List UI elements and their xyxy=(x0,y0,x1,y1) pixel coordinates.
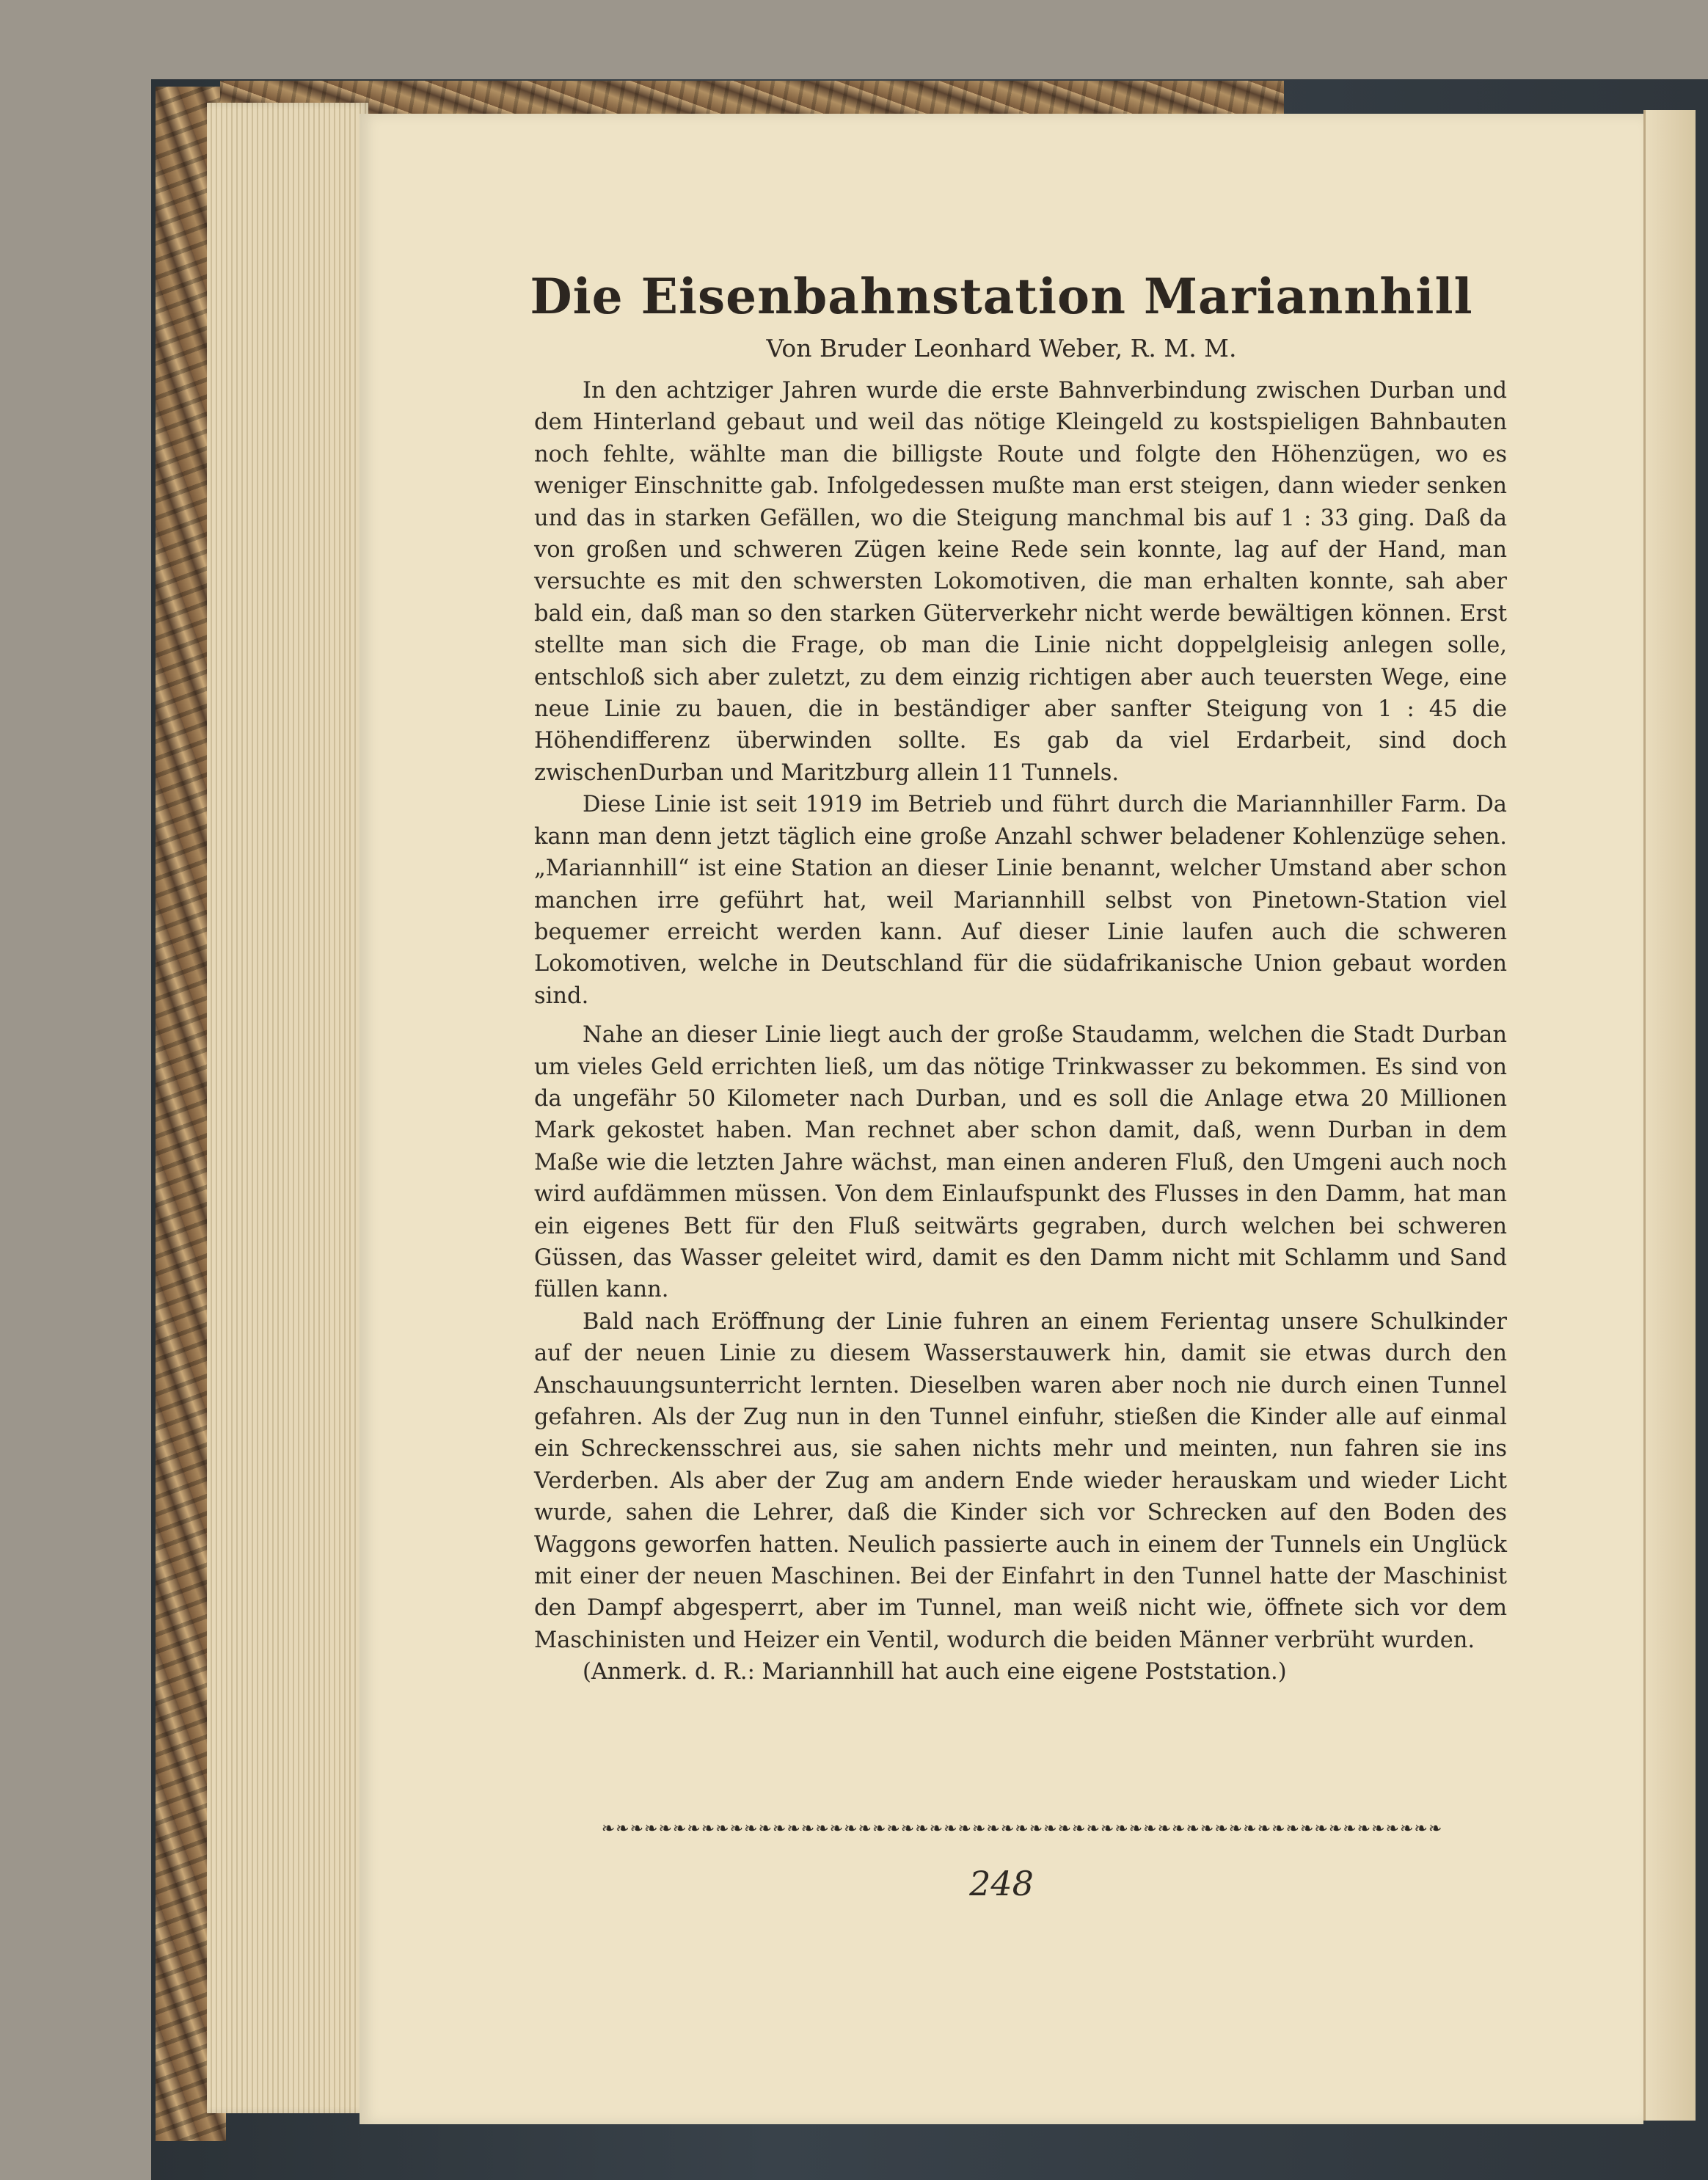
book-page xyxy=(360,114,1643,2124)
facing-page-edge xyxy=(1643,110,1696,2121)
article-body xyxy=(534,375,1507,1688)
paragraph: In den achtziger Jahren wurde die erste Bahnverbindung zwischen Durban und dem Hinterland gebaut und weil das nötige Kleingeld zu kostspieligen Bahnbauten noch fehlte, wählte man die billigste Route und folgte den Höhenzügen, wo es weniger Einschnitte gab. Infolgedessen mußte man erst steigen, dann wieder senken und das in starken Gefällen, wo die Steigung manchmal bis auf 1 : 33 ging. Daß da von großen und schweren Zügen keine Rede sein konnte, lag auf der Hand, man versuchte es mit den schwersten Lokomotiven, die man erhalten konnte, sah aber bald ein, daß man so den starken Güterverkehr nicht werde bewältigen können. Erst stellte man sich die Frage, ob man die Linie nicht doppelgleisig anlegen solle, entschloß sich aber zuletzt, zu dem einzig richtigen aber auch teuersten Wege, eine neue Linie zu bauen, die in beständiger aber sanfter Steigung von 1 : 45 die Höhendifferenz überwinden sollte. Es gab da viel Erdarbeit, sind doch zwischenDurban und Maritzburg allein 11 Tunnels. xyxy=(534,378,1507,786)
page-number: 248 xyxy=(969,1864,1034,1903)
paragraph: Diese Linie ist seit 1919 im Betrieb und führt durch die Mariannhiller Farm. Da kann man denn jetzt täglich eine große Anzahl schwer beladener Kohlenzüge sehen. „Mariannhill“ ist eine Station an dieser Linie benannt, welcher Umstand aber schon manchen irre geführt hat, weil Mariannhill selbst von Pinetown-Station viel bequemer erreicht werden kann. Auf dieser Linie laufen auch die schweren Lokomotiven, welche in Deutschland für die südafrikanische Union gebaut worden sind. xyxy=(534,792,1507,1009)
ornamental-divider: ❧❧❧❧❧❧❧❧❧❧❧❧❧❧❧❧❧❧❧❧❧❧❧❧❧❧❧❧❧❧❧❧❧❧❧❧❧❧❧❧❧❧❧❧❧❧❧❧❧❧❧❧❧❧❧❧❧❧❧ xyxy=(601,1820,1443,1838)
paragraph: Bald nach Eröffnung der Linie fuhren an einem Ferientag unsere Schulkinder auf der neuen Linie zu diesem Wasserstauwerk hin, damit sie etwas durch den Anschauungsunterricht lernten. Dieselben waren aber noch nie durch einen Tunnel gefahren. Als der Zug nun in den Tunnel einfuhr, stießen die Kinder alle auf einmal ein Schreckensschrei aus, sie sahen nichts mehr und meinten, nun fahren sie ins Verderben. Als aber der Zug am andern Ende wieder herauskam und wieder Licht wurde, sahen die Lehrer, daß die Kinder sich vor Schrecken auf den Boden des Waggons geworfen hatten. Neulich passierte auch in einem der Tunnels ein Unglück mit einer der neuen Maschinen. Bei der Einfahrt in den Tunnel hatte der Maschinist den Dampf abgesperrt, aber im Tunnel, man weiß nicht wie, öffnete sich vor dem Maschinisten und Heizer ein Ventil, wodurch die beiden Männer verbrüht wurden. xyxy=(534,1308,1507,1653)
paragraph: Nahe an dieser Linie liegt auch der große Staudamm, welchen die Stadt Durban um vieles Geld errichten ließ, um das nötige Trinkwasser zu bekommen. Es sind von da ungefähr 50 Kilometer nach Durban, und es soll die Anlage etwa 20 Millionen Mark gekostet haben. Man rechnet aber schon damit, daß, wenn Durban in dem Maße wie die letzten Jahre wächst, man einen anderen Fluß, den Umgeni auch noch wird aufdämmen müssen. Von dem Einlaufspunkt des Flusses in den Damm, hat man ein eigenes Bett für den Fluß seitwärts gegraben, durch welchen bei schweren Güssen, das Wasser geleitet wird, damit es den Damm nicht mit Schlamm und Sand füllen kann. xyxy=(534,1022,1507,1303)
page-edges xyxy=(207,103,368,2113)
editor-note: (Anmerk. d. R.: Mariannhill hat auch eine eigene Poststation.) xyxy=(583,1659,1287,1685)
article-byline: Von Bruder Leonhard Weber, R. M. M. xyxy=(766,334,1237,362)
article-title: Die Eisenbahnstation Mariannhill xyxy=(530,268,1473,325)
